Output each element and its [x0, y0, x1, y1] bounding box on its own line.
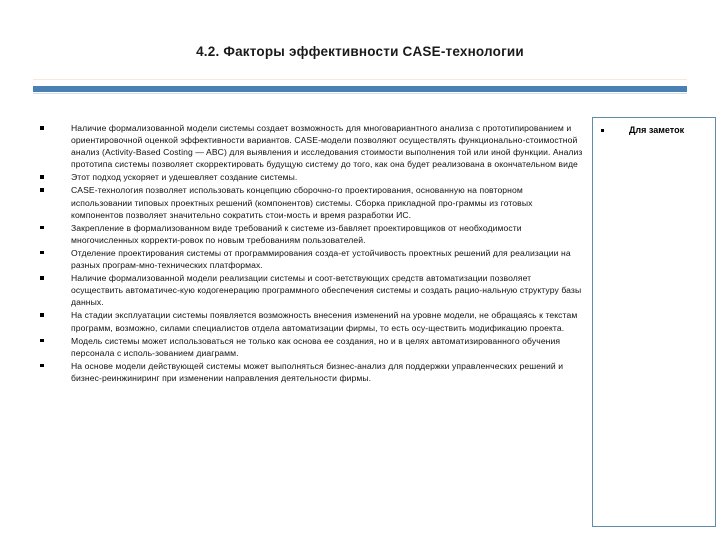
page-title-text: 4.2. Факторы эффективности CASE-технологии	[196, 44, 524, 59]
square-bullet-icon	[40, 188, 44, 192]
square-bullet-icon	[40, 313, 44, 317]
list-item	[33, 247, 585, 271]
square-bullet-icon	[40, 276, 44, 280]
square-bullet-icon	[40, 251, 44, 255]
list-item-text: Модель системы может использоваться не только как основа ее создания, но и в целях автоматизированного обучения персонала с исполь-зованием диаграмм.	[71, 335, 561, 358]
notes-panel[interactable]	[592, 117, 716, 527]
bullet-list	[33, 122, 585, 385]
title-hairline-divider	[33, 79, 687, 80]
list-item-text: Наличие формализованной модели системы создает возможность для многовариантного анализа с прототипированием и ориентировочной оценкой эффективности вариантов. CASE-модели позволяют осуществлять функционально-стоимостной анализ (Activity-Based Costing — ABC) для выявления и исследования стоимости выполнения той или иной функции. Анализ прототипа системы позволяет скорректировать будущую систему до того, как она будет реализована в окончательном виде	[71, 123, 583, 170]
list-item-text: На основе модели действующей системы может выполняться бизнес-анализ для поддержки управленческих решений и бизнес-реинжиниринг при изменении направления деятельности фирмы.	[71, 360, 564, 383]
list-item-text: Наличие формализованной модели реализации системы и соот-ветствующих средств автоматизации позволяет осуществить автоматичес-кую кодогенерацию программного обеспечения системы и создать рацио-нальную структуру базы данных.	[71, 273, 582, 308]
square-bullet-icon	[601, 129, 604, 132]
page-title	[40, 44, 680, 60]
square-bullet-icon	[40, 339, 44, 343]
list-item	[33, 272, 585, 308]
notes-heading-label: Для заметок	[629, 125, 685, 135]
title-underline-divider	[33, 93, 687, 94]
list-item	[33, 171, 585, 183]
title-accent-bar	[33, 86, 687, 92]
list-item-text: На стадии эксплуатации системы появляется возможность внесения изменений на уровне модели, не обращаясь к текстам программ, возможно, силами специалистов отдела автоматизации фирмы, то есть осу-ществить модификацию проекта.	[71, 310, 578, 333]
list-item	[33, 122, 585, 170]
list-item	[33, 360, 585, 384]
list-item	[33, 335, 585, 359]
list-item	[33, 184, 585, 220]
square-bullet-icon	[40, 226, 44, 230]
notes-heading-row	[593, 118, 715, 136]
notes-panel-gutter	[586, 117, 591, 527]
square-bullet-icon	[40, 175, 44, 179]
list-item-text: Закрепление в формализованном виде требований к системе из-бавляет проектировщиков от необходимости многочисленных корректи-ровок по новым требованиям пользователей.	[71, 222, 522, 245]
list-item	[33, 222, 585, 246]
list-item	[33, 309, 585, 333]
list-item-text: Этот подход ускоряет и удешевляет создание системы.	[71, 172, 298, 183]
square-bullet-icon	[40, 126, 44, 130]
list-item-text: CASE-технология позволяет использовать концепцию сборочно-го проектирования, основанную на повторном использовании типовых проектных решений (компонентов) системы. Сборка прикладной про-граммы из готовых компонентов позволяет значительно сократить стои-мость и время разработки ИС.	[71, 185, 533, 220]
list-item-text: Отделение проектирования системы от программирования созда-ет устойчивость проектных решений для реализации на разных програм-мно-технических платформах.	[71, 247, 571, 271]
square-bullet-icon	[40, 364, 44, 368]
